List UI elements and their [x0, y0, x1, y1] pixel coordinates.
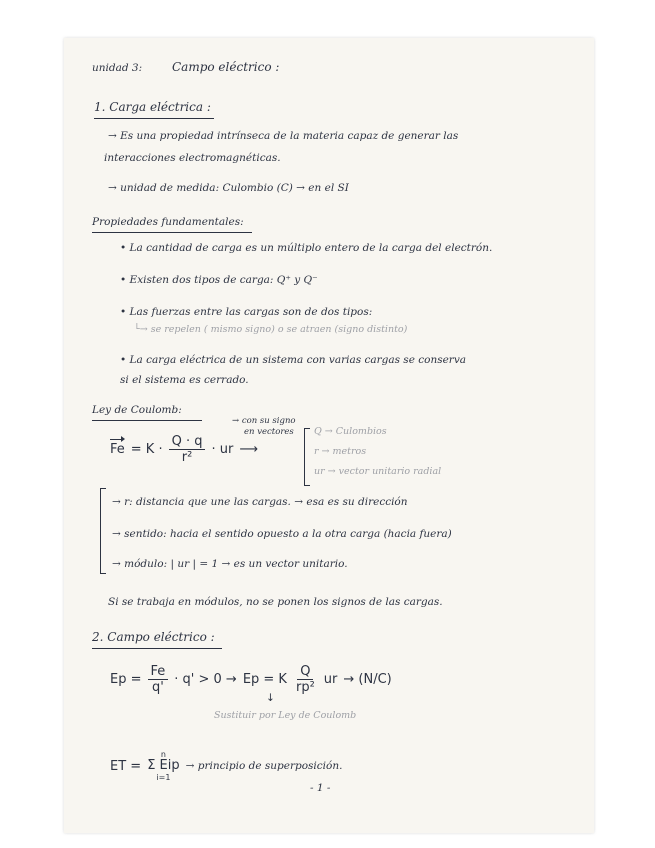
sum-upper-limit: n [160, 750, 166, 759]
field-units: → (N/C) [343, 672, 392, 687]
page-number: - 1 - [310, 782, 331, 794]
substitute-arrow-icon: ↓ [266, 692, 275, 704]
field-k-fraction [293, 664, 318, 695]
equals-k: = K · [130, 442, 163, 457]
legend-ur: ur → vector unitario radial [314, 466, 442, 477]
coulomb-fraction [169, 434, 206, 465]
property-bullet-4-line-2: si el sistema es cerrado. [120, 374, 249, 386]
section-2-heading: 2. Campo eléctrico : [92, 630, 215, 644]
field-numerator: Fe [148, 664, 169, 680]
arrow-icon: ⟶ [239, 442, 258, 457]
properties-heading: Propiedades fundamentales: [92, 216, 244, 228]
sum-symbol: Σ Eip [147, 758, 180, 773]
property-bullet-1: • La cantidad de carga es un múltiplo entero de la carga del electrón. [120, 242, 493, 254]
sum-lower-limit: i=1 [156, 773, 171, 782]
property-bullet-4-line-1: • La carga eléctrica de un sistema con varias cargas se conserva [120, 354, 467, 366]
unit-of-measure-line: → unidad de medida: Culombio (C) → en el SI [108, 182, 349, 194]
force-vector: Fe [110, 442, 125, 457]
field-k-numerator: Q [297, 664, 313, 680]
notebook-page [64, 38, 594, 833]
fraction-numerator: Q · q [169, 434, 206, 450]
field-formula [110, 664, 392, 695]
field-k-denominator: rp² [295, 680, 315, 695]
bracket-item-direction: → sentido: hacia el sentido opuesto a la otra carga (hacia fuera) [112, 528, 452, 540]
unit-label: unidad 3: [92, 62, 143, 74]
property-bullet-2: • Existen dos tipos de carga: Q⁺ y Q⁻ [120, 274, 318, 286]
field-fraction [148, 664, 169, 695]
section-1-heading: 1. Carga eléctrica : [94, 100, 211, 114]
sign-annotation-1: → con su signo [232, 416, 296, 426]
total-field-lhs: ET = [110, 758, 142, 774]
coulomb-formula [110, 434, 258, 465]
bracket-item-distance: → r: distancia que une las cargas. → esa es su dirección [112, 496, 408, 508]
charge-condition: · q' > 0 → [174, 672, 237, 687]
legend-r: r → metros [314, 446, 367, 457]
definition-line-2: interacciones electromagnéticas. [104, 152, 281, 164]
substitute-note: Sustituir por Ley de Coulomb [214, 710, 357, 721]
sum-block [147, 750, 179, 782]
modules-note: Si se trabaja en módulos, no se ponen los signos de las cargas. [108, 596, 443, 608]
coulomb-heading: Ley de Coulomb: [92, 404, 182, 416]
page-title: Campo eléctrico : [172, 60, 280, 74]
fraction-denominator: r² [181, 450, 193, 465]
field-k-term: Ep = K [242, 672, 287, 687]
field-denominator: q' [151, 680, 164, 695]
superposition-formula [110, 750, 342, 782]
field-unit-vector: ur [323, 672, 338, 687]
superposition-principle: → principio de superposición. [185, 760, 343, 772]
field-lhs: Ep = [110, 672, 142, 687]
sign-annotation-2: en vectores [244, 427, 294, 437]
unit-vector-term: · ur [211, 442, 234, 457]
definition-line-1: → Es una propiedad intrínseca de la materia capaz de generar las [108, 130, 459, 142]
forces-subpoint: └→ se repelen ( mismo signo) o se atraen (signo distinto) [134, 324, 408, 335]
property-bullet-3: • Las fuerzas entre las cargas son de dos tipos: [120, 306, 373, 318]
bracket-item-modulus: → módulo: | ur | = 1 → es un vector unitario. [112, 558, 348, 570]
legend-q: Q → Culombios [314, 426, 387, 437]
